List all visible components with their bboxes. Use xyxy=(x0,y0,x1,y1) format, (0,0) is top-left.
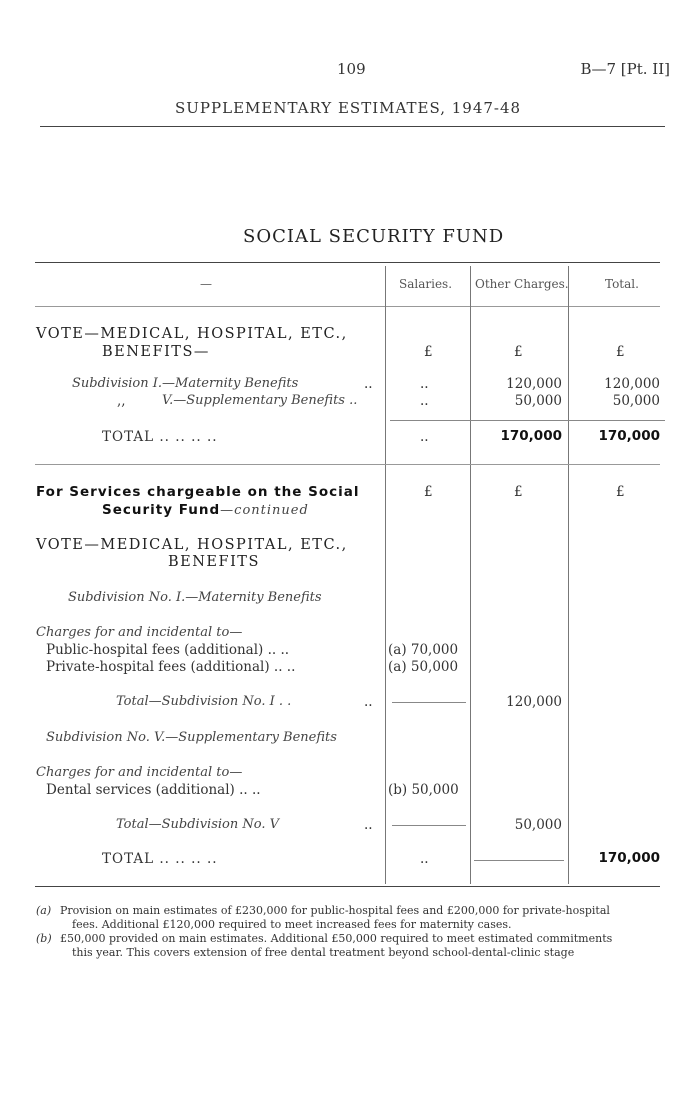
footnote-a-marker: (a) xyxy=(36,904,52,917)
footnote-a-line2: fees. Additional £120,000 required to meet increased fees for maternity cases. xyxy=(72,918,512,931)
summary-currency-other: £ xyxy=(514,344,523,360)
grand-total-amount: 170,000 xyxy=(598,850,660,866)
detail-subdivision-1-heading: Subdivision No. I.—Maternity Benefits xyxy=(68,590,322,605)
summary-subdivision-5-salaries: .. xyxy=(420,393,429,409)
grand-total-label: TOTAL .. .. .. .. xyxy=(102,851,218,867)
grand-total-salaries: .. xyxy=(420,851,429,867)
subdivision-1-salaries-rule xyxy=(392,702,466,703)
column-header-total: Total. xyxy=(605,277,639,291)
page-number: 109 xyxy=(337,60,366,78)
total-subdivision-5-label: Total—Subdivision No. V xyxy=(116,817,279,832)
summary-subdivision-1-total: 120,000 xyxy=(604,376,660,392)
services-heading-line1: For Services chargeable on the Social xyxy=(36,484,360,500)
detail-currency-salaries: £ xyxy=(424,484,433,500)
subdivision-5-salaries-rule xyxy=(392,825,466,826)
section-divider-rule xyxy=(35,464,660,465)
document-reference: B—7 [Pt. II] xyxy=(580,60,670,78)
summary-vote-line1: VOTE—MEDICAL, HOSPITAL, ETC., xyxy=(36,326,348,342)
total-subdivision-1-dots: .. xyxy=(364,694,373,710)
page-title: SOCIAL SECURITY FUND xyxy=(243,226,505,247)
footnote-b-marker: (b) xyxy=(36,932,52,945)
private-hospital-fees-amount: (a) 50,000 xyxy=(388,659,459,675)
total-subdivision-1-label: Total—Subdivision No. I . . xyxy=(116,694,292,709)
public-hospital-fees-amount: (a) 70,000 xyxy=(388,642,459,658)
column-divider-1 xyxy=(385,266,386,884)
grand-total-other-rule xyxy=(474,860,564,861)
detail-vote-line1: VOTE—MEDICAL, HOSPITAL, ETC., xyxy=(36,537,348,553)
summary-total-other: 170,000 xyxy=(500,428,562,444)
private-hospital-fees-label: Private-hospital fees (additional) .. .. xyxy=(46,659,296,675)
summary-subdivision-1-label: Subdivision I.—Maternity Benefits xyxy=(72,376,299,391)
summary-ditto-mark: ,, xyxy=(117,393,126,409)
footnote-b-line2: this year. This covers extension of free dental treatment beyond school-dental-clinic stage xyxy=(72,946,575,959)
column-header-other-charges: Other Charges. xyxy=(475,277,569,291)
summary-subdivision-1-salaries: .. xyxy=(420,376,429,392)
detail-vote-line2: BENEFITS xyxy=(168,554,260,570)
summary-currency-salaries: £ xyxy=(424,344,433,360)
summary-subtotal-rule xyxy=(390,420,665,421)
summary-subdivision-5-label: V.—Supplementary Benefits .. xyxy=(162,393,358,408)
summary-subdivision-5-other: 50,000 xyxy=(514,393,562,409)
column-header-description: — xyxy=(200,277,212,291)
column-header-salaries: Salaries. xyxy=(399,277,453,291)
dental-services-label: Dental services (additional) .. .. xyxy=(46,782,261,798)
summary-subdivision-1-dots: .. xyxy=(364,376,373,392)
detail-currency-total: £ xyxy=(616,484,625,500)
table-header-rule xyxy=(35,306,660,307)
detail-currency-other: £ xyxy=(514,484,523,500)
detail-charges-heading-5: Charges for and incidental to— xyxy=(36,765,243,780)
public-hospital-fees-label: Public-hospital fees (additional) .. .. xyxy=(46,642,290,658)
summary-total-salaries: .. xyxy=(420,429,429,445)
column-divider-3 xyxy=(568,266,569,884)
detail-charges-heading-1: Charges for and incidental to— xyxy=(36,625,243,640)
summary-total-label: TOTAL .. .. .. .. xyxy=(102,429,218,445)
summary-currency-total: £ xyxy=(616,344,625,360)
summary-subdivision-1-other: 120,000 xyxy=(506,376,562,392)
running-title: SUPPLEMENTARY ESTIMATES, 1947-48 xyxy=(175,99,522,117)
summary-total-total: 170,000 xyxy=(598,428,660,444)
footnote-a-line1: Provision on main estimates of £230,000 for public-hospital fees and £200,000 for private-hospital xyxy=(60,904,610,917)
services-heading-line2 xyxy=(102,502,309,518)
total-subdivision-1-other: 120,000 xyxy=(506,694,562,710)
column-divider-2 xyxy=(470,266,471,884)
table-bottom-rule xyxy=(35,886,660,887)
dental-services-amount: (b) 50,000 xyxy=(388,782,459,798)
footnote-b-line1: £50,000 provided on main estimates. Additional £50,000 required to meet estimated commitments xyxy=(60,932,613,945)
services-heading-continued: —continued xyxy=(220,503,309,518)
total-subdivision-5-other: 50,000 xyxy=(514,817,562,833)
services-heading-fund: Security Fund xyxy=(102,502,221,518)
summary-vote-line2: BENEFITS— xyxy=(102,344,210,360)
detail-subdivision-5-heading: Subdivision No. V.—Supplementary Benefits xyxy=(46,730,337,745)
table-top-rule xyxy=(35,262,660,263)
header-rule xyxy=(40,126,665,127)
total-subdivision-5-dots: .. xyxy=(364,817,373,833)
summary-subdivision-5-total: 50,000 xyxy=(612,393,660,409)
